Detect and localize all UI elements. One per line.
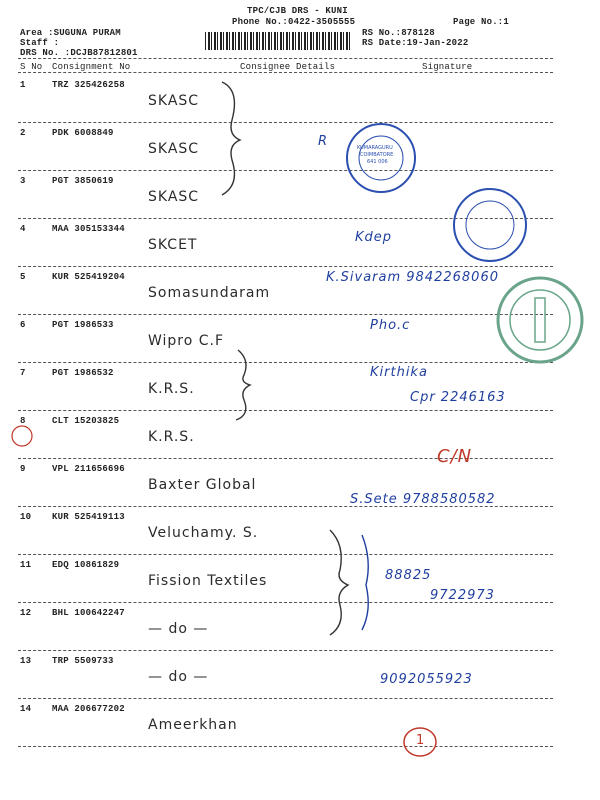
row-consignment: MAA 206677202 bbox=[52, 704, 125, 714]
row-signature: S.Sete 9788580582 bbox=[350, 492, 496, 507]
col-details: Consignee Details bbox=[240, 62, 336, 72]
row-signature: Pho.c bbox=[370, 318, 411, 333]
row9-circle bbox=[12, 426, 32, 446]
area-label: Area :SUGUNA PURAM bbox=[20, 28, 121, 38]
row-consignment: CLT 15203825 bbox=[52, 416, 120, 426]
row-signature: Cpr 2246163 bbox=[410, 390, 506, 405]
row-consignment: KUR 525419204 bbox=[52, 272, 125, 282]
company-stamp-icon bbox=[495, 270, 585, 370]
row-consignee: — do — bbox=[148, 621, 209, 637]
row-sno: 2 bbox=[20, 128, 26, 138]
row-consignee: K.R.S. bbox=[148, 429, 195, 445]
row-consignment: TRZ 325426258 bbox=[52, 80, 125, 90]
row-signature: C/N bbox=[437, 446, 473, 467]
stamp-text-3: 641 006 bbox=[367, 159, 388, 165]
row-sno: 9 bbox=[20, 464, 26, 474]
row-consignment: BHL 100642247 bbox=[52, 608, 125, 618]
row-sno: 6 bbox=[20, 320, 26, 330]
doc-title: TPC/CJB DRS - KUNI bbox=[247, 6, 348, 16]
institute-stamp-icon bbox=[450, 185, 530, 265]
row-consignee: Wipro C.F bbox=[148, 333, 225, 349]
page-mark: 1 bbox=[416, 733, 425, 748]
row-consignee: Ameerkhan bbox=[148, 717, 238, 733]
row-consignee: SKCET bbox=[148, 237, 198, 253]
college-stamp-icon bbox=[343, 120, 419, 196]
phone-number: Phone No.:0422-3505555 bbox=[232, 17, 356, 27]
row-consignee: K.R.S. bbox=[148, 381, 195, 397]
row-consignment: VPL 211656696 bbox=[52, 464, 125, 474]
row-consignee: — do — bbox=[148, 669, 209, 685]
row-consignment: PGT 1986532 bbox=[52, 368, 114, 378]
row-consignee: Baxter Global bbox=[148, 477, 257, 493]
row-consignment: PGT 3850619 bbox=[52, 176, 114, 186]
drs-number: DRS No. :DCJB87812801 bbox=[20, 48, 138, 58]
row-sno: 1 bbox=[20, 80, 26, 90]
row-sno: 8 bbox=[20, 416, 26, 426]
stamp-text-2: COIMBATORE bbox=[360, 152, 394, 158]
rs-date: RS Date:19-Jan-2022 bbox=[362, 38, 469, 48]
page-number: Page No.:1 bbox=[453, 17, 510, 27]
row-sno: 4 bbox=[20, 224, 26, 234]
row-signature: Kirthika bbox=[370, 365, 428, 380]
row-consignment: PGT 1986533 bbox=[52, 320, 114, 330]
row-sno: 12 bbox=[20, 608, 32, 618]
row-signature: K.Sivaram 9842268060 bbox=[326, 270, 499, 285]
row-sno: 10 bbox=[20, 512, 32, 522]
row-consignee: Veluchamy. S. bbox=[148, 525, 259, 541]
col-signature: Signature bbox=[422, 62, 473, 72]
row-consignee: SKASC bbox=[148, 93, 200, 109]
staff-label: Staff : bbox=[20, 38, 60, 48]
col-sno: S No bbox=[20, 62, 43, 72]
row-consignee: Fission Textiles bbox=[148, 573, 268, 589]
row-sno: 14 bbox=[20, 704, 32, 714]
row-signature: 9092055923 bbox=[380, 672, 473, 687]
row-signature: 9722973 bbox=[430, 588, 495, 603]
row-sno: 3 bbox=[20, 176, 26, 186]
row-consignee: SKASC bbox=[148, 189, 200, 205]
row-consignee: Somasundaram bbox=[148, 285, 271, 301]
row-signature: 88825 bbox=[385, 568, 432, 583]
row-consignment: EDQ 10861829 bbox=[52, 560, 120, 570]
stamp-text-1: KUMARAGURU bbox=[357, 145, 393, 151]
row-sno: 13 bbox=[20, 656, 32, 666]
row-consignment: TRP 5509733 bbox=[52, 656, 114, 666]
col-consignment: Consignment No bbox=[52, 62, 131, 72]
row-sno: 5 bbox=[20, 272, 26, 282]
row-signature: R bbox=[318, 134, 329, 149]
row-consignee: SKASC bbox=[148, 141, 200, 157]
row-consignment: PDK 6008849 bbox=[52, 128, 114, 138]
row-consignment: KUR 525419113 bbox=[52, 512, 125, 522]
row-consignment: MAA 305153344 bbox=[52, 224, 125, 234]
row-signature: Kdep bbox=[355, 230, 393, 245]
row-sno: 11 bbox=[20, 560, 32, 570]
rs-number: RS No.:878128 bbox=[362, 28, 435, 38]
row-sno: 7 bbox=[20, 368, 26, 378]
